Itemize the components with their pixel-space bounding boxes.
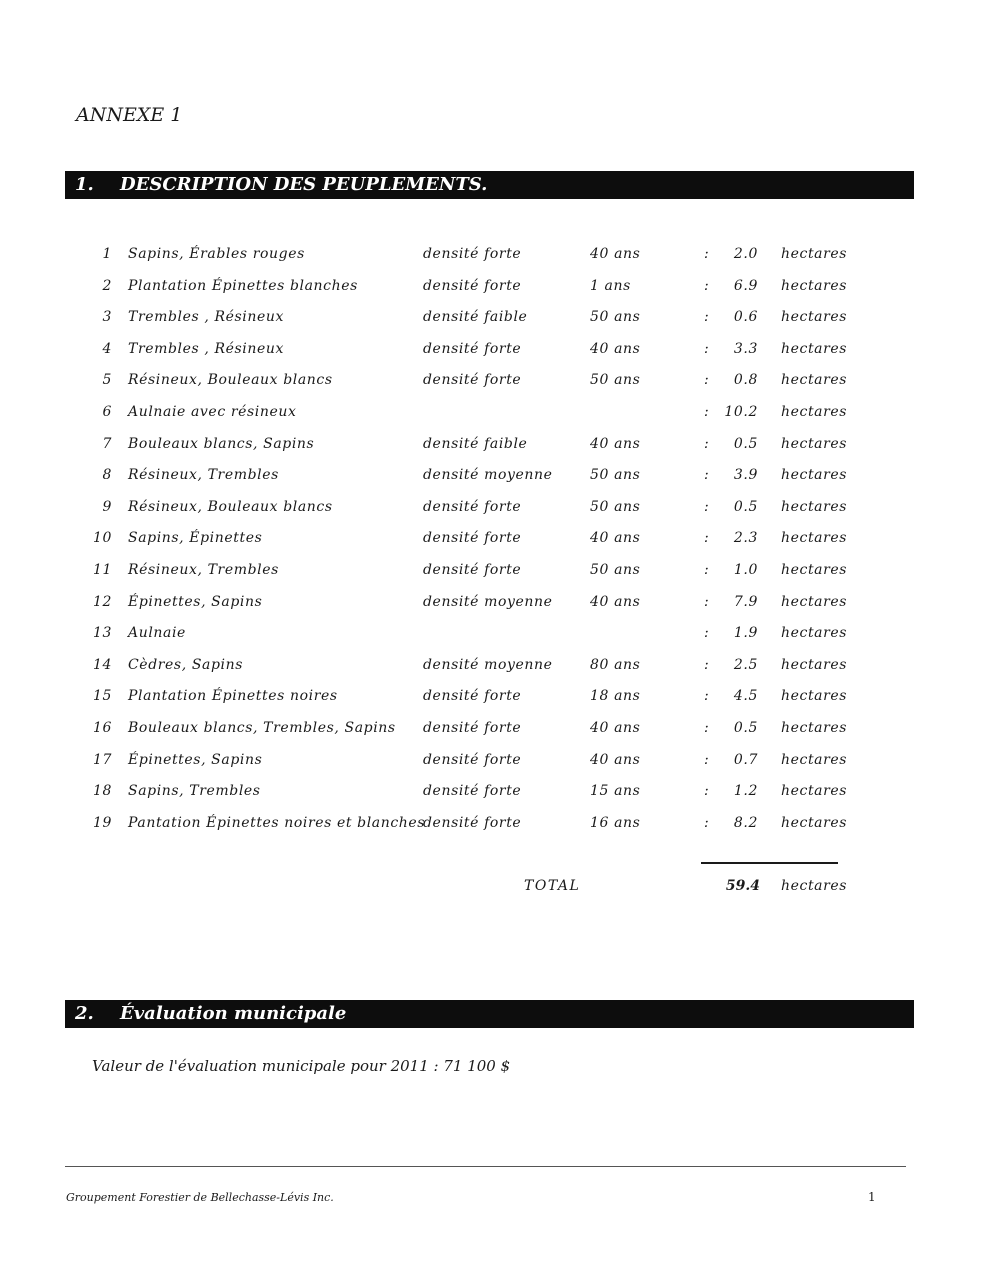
stand-age: 50 ans: [590, 309, 641, 326]
stand-age: 50 ans: [590, 561, 641, 578]
stand-age: 50 ans: [590, 372, 641, 389]
stand-age: 18 ans: [590, 688, 641, 705]
table-row: [0, 556, 990, 588]
stand-separator: :: [704, 309, 710, 326]
stand-separator: :: [704, 751, 710, 768]
stand-area: 0.7: [733, 751, 758, 768]
stand-separator: :: [704, 498, 710, 515]
stand-density: densité forte: [423, 814, 522, 831]
table-row: [0, 335, 990, 367]
stand-number: 7: [102, 435, 112, 452]
table-row: [0, 303, 990, 335]
stand-species: Sapins, Épinettes: [128, 530, 263, 547]
table-row: [0, 398, 990, 430]
stand-number: 6: [102, 403, 112, 420]
stand-unit: hectares: [781, 593, 848, 610]
stand-separator: :: [704, 814, 710, 831]
stand-separator: :: [704, 625, 710, 642]
table-row: [0, 493, 990, 525]
footer-organization: Groupement Forestier de Bellechasse-Lévis Inc.: [66, 1191, 334, 1204]
stand-number: 11: [92, 561, 112, 578]
stand-age: 80 ans: [590, 656, 641, 673]
stand-age: 40 ans: [590, 593, 641, 610]
stand-area: 2.0: [733, 246, 758, 262]
stand-species: Épinettes, Sapins: [128, 593, 263, 610]
table-row: [0, 430, 990, 462]
stand-area: 0.6: [733, 309, 758, 326]
table-row: [0, 272, 990, 304]
table-row: [0, 651, 990, 683]
stand-number: 9: [102, 498, 112, 515]
stand-species: Épinettes, Sapins: [128, 751, 263, 768]
section-1-title: DESCRIPTION DES PEUPLEMENTS.: [120, 174, 488, 195]
stand-unit: hectares: [781, 498, 848, 515]
table-row: [0, 524, 990, 556]
stand-unit: hectares: [781, 783, 848, 800]
stand-species: Bouleaux blancs, Sapins: [128, 435, 315, 452]
stand-unit: hectares: [781, 625, 848, 642]
stand-number: 1: [102, 246, 112, 262]
stand-area: 0.5: [733, 719, 758, 736]
stand-unit: hectares: [781, 309, 848, 326]
stand-separator: :: [704, 403, 710, 420]
total-unit: hectares: [781, 878, 848, 894]
table-row: [0, 366, 990, 398]
stand-area: 0.5: [733, 498, 758, 515]
section-1-header: [65, 171, 914, 199]
stand-species: Résineux, Bouleaux blancs: [128, 498, 333, 515]
stand-species: Pantation Épinettes noires et blanches: [128, 814, 426, 831]
stand-age: 40 ans: [590, 751, 641, 768]
stand-unit: hectares: [781, 467, 848, 484]
stand-species: Sapins, Trembles: [128, 783, 261, 800]
stand-species: Trembles , Résineux: [128, 309, 284, 326]
stand-age: 40 ans: [590, 719, 641, 736]
stand-unit: hectares: [781, 688, 848, 705]
stand-density: densité forte: [423, 277, 522, 294]
stand-age: 40 ans: [590, 530, 641, 547]
stand-number: 18: [92, 783, 112, 800]
stand-number: 8: [102, 467, 112, 484]
total-value: 59.4: [725, 878, 760, 894]
stand-separator: :: [704, 783, 710, 800]
stand-age: 40 ans: [590, 246, 641, 262]
stand-number: 17: [92, 751, 112, 768]
stand-separator: :: [704, 530, 710, 547]
stand-unit: hectares: [781, 814, 848, 831]
stand-separator: :: [704, 372, 710, 389]
stand-unit: hectares: [781, 656, 848, 673]
stand-unit: hectares: [781, 719, 848, 736]
stand-unit: hectares: [781, 372, 848, 389]
table-row: [0, 588, 990, 620]
stand-area: 0.8: [733, 372, 758, 389]
stand-density: densité forte: [423, 688, 522, 705]
stand-species: Résineux, Trembles: [128, 561, 279, 578]
stand-species: Plantation Épinettes noires: [128, 688, 338, 705]
stand-number: 5: [102, 372, 112, 389]
stand-unit: hectares: [781, 246, 848, 262]
total-rule: [701, 862, 838, 864]
section-2-title: Évaluation municipale: [120, 1003, 347, 1024]
stand-density: densité moyenne: [423, 656, 553, 673]
stand-unit: hectares: [781, 403, 848, 420]
stand-separator: :: [704, 719, 710, 736]
stand-unit: hectares: [781, 340, 848, 357]
stand-separator: :: [704, 340, 710, 357]
stand-age: 15 ans: [590, 783, 641, 800]
stand-density: densité forte: [423, 246, 522, 262]
stand-area: 2.5: [733, 656, 758, 673]
stand-area: 7.9: [733, 593, 758, 610]
stand-number: 12: [92, 593, 112, 610]
stand-number: 2: [102, 277, 112, 294]
table-row: [0, 461, 990, 493]
stand-area: 1.0: [733, 561, 758, 578]
table-row: [0, 240, 990, 272]
stand-species: Cèdres, Sapins: [128, 656, 243, 673]
stand-area: 0.5: [733, 435, 758, 452]
footer-rule: [65, 1166, 906, 1167]
stand-age: 16 ans: [590, 814, 641, 831]
table-row: [0, 619, 990, 651]
annexe-title: ANNEXE 1: [76, 104, 183, 126]
stand-species: Aulnaie avec résineux: [128, 403, 297, 420]
stand-separator: :: [704, 656, 710, 673]
stand-area: 10.2: [724, 403, 758, 420]
stand-area: 1.9: [733, 625, 758, 642]
table-row: [0, 714, 990, 746]
stand-area: 3.3: [733, 340, 758, 357]
stand-number: 16: [92, 719, 112, 736]
stand-separator: :: [704, 467, 710, 484]
stand-number: 3: [102, 309, 112, 326]
table-row: [0, 682, 990, 714]
stand-separator: :: [704, 277, 710, 294]
stand-number: 4: [102, 340, 112, 357]
stand-age: 40 ans: [590, 340, 641, 357]
stand-separator: :: [704, 435, 710, 452]
stand-species: Résineux, Bouleaux blancs: [128, 372, 333, 389]
stand-unit: hectares: [781, 435, 848, 452]
stand-species: Résineux, Trembles: [128, 467, 279, 484]
stand-density: densité forte: [423, 372, 522, 389]
stand-separator: :: [704, 561, 710, 578]
stand-species: Trembles , Résineux: [128, 340, 284, 357]
stand-density: densité forte: [423, 530, 522, 547]
stand-density: densité forte: [423, 783, 522, 800]
stand-species: Plantation Épinettes blanches: [128, 277, 358, 294]
stand-age: 50 ans: [590, 498, 641, 515]
evaluation-text: Valeur de l'évaluation municipale pour 2011 : 71 100 $: [92, 1057, 511, 1075]
stand-density: densité forte: [423, 719, 522, 736]
section-1-number: 1.: [75, 174, 94, 195]
stand-density: densité forte: [423, 751, 522, 768]
stand-density: densité moyenne: [423, 467, 553, 484]
stand-separator: :: [704, 593, 710, 610]
stand-unit: hectares: [781, 561, 848, 578]
table-row: [0, 809, 990, 841]
stand-area: 2.3: [733, 530, 758, 547]
stand-species: Aulnaie: [128, 625, 186, 642]
section-2-number: 2.: [75, 1003, 94, 1024]
stand-area: 1.2: [733, 783, 758, 800]
stand-unit: hectares: [781, 277, 848, 294]
stand-area: 6.9: [733, 277, 758, 294]
stand-number: 19: [92, 814, 112, 831]
stand-age: 40 ans: [590, 435, 641, 452]
stand-age: 50 ans: [590, 467, 641, 484]
stand-species: Sapins, Érables rouges: [128, 246, 305, 262]
table-row: [0, 777, 990, 809]
stand-area: 4.5: [733, 688, 758, 705]
stand-species: Bouleaux blancs, Trembles, Sapins: [128, 719, 396, 736]
stand-area: 8.2: [733, 814, 758, 831]
stand-number: 13: [92, 625, 112, 642]
stand-separator: :: [704, 246, 710, 262]
stand-density: densité faible: [423, 435, 528, 452]
total-label: TOTAL: [524, 878, 581, 894]
stand-density: densité forte: [423, 340, 522, 357]
stand-density: densité forte: [423, 561, 522, 578]
table-row: [0, 746, 990, 778]
stand-area: 3.9: [733, 467, 758, 484]
stand-age: 1 ans: [590, 277, 631, 294]
stand-number: 10: [92, 530, 112, 547]
stand-density: densité moyenne: [423, 593, 553, 610]
section-2-header: [65, 1000, 914, 1028]
stand-number: 15: [92, 688, 112, 705]
stands-table: [0, 240, 990, 840]
page-number: 1: [868, 1190, 876, 1204]
stand-unit: hectares: [781, 530, 848, 547]
stand-density: densité faible: [423, 309, 528, 326]
stand-number: 14: [92, 656, 112, 673]
stand-unit: hectares: [781, 751, 848, 768]
stand-density: densité forte: [423, 498, 522, 515]
stand-separator: :: [704, 688, 710, 705]
